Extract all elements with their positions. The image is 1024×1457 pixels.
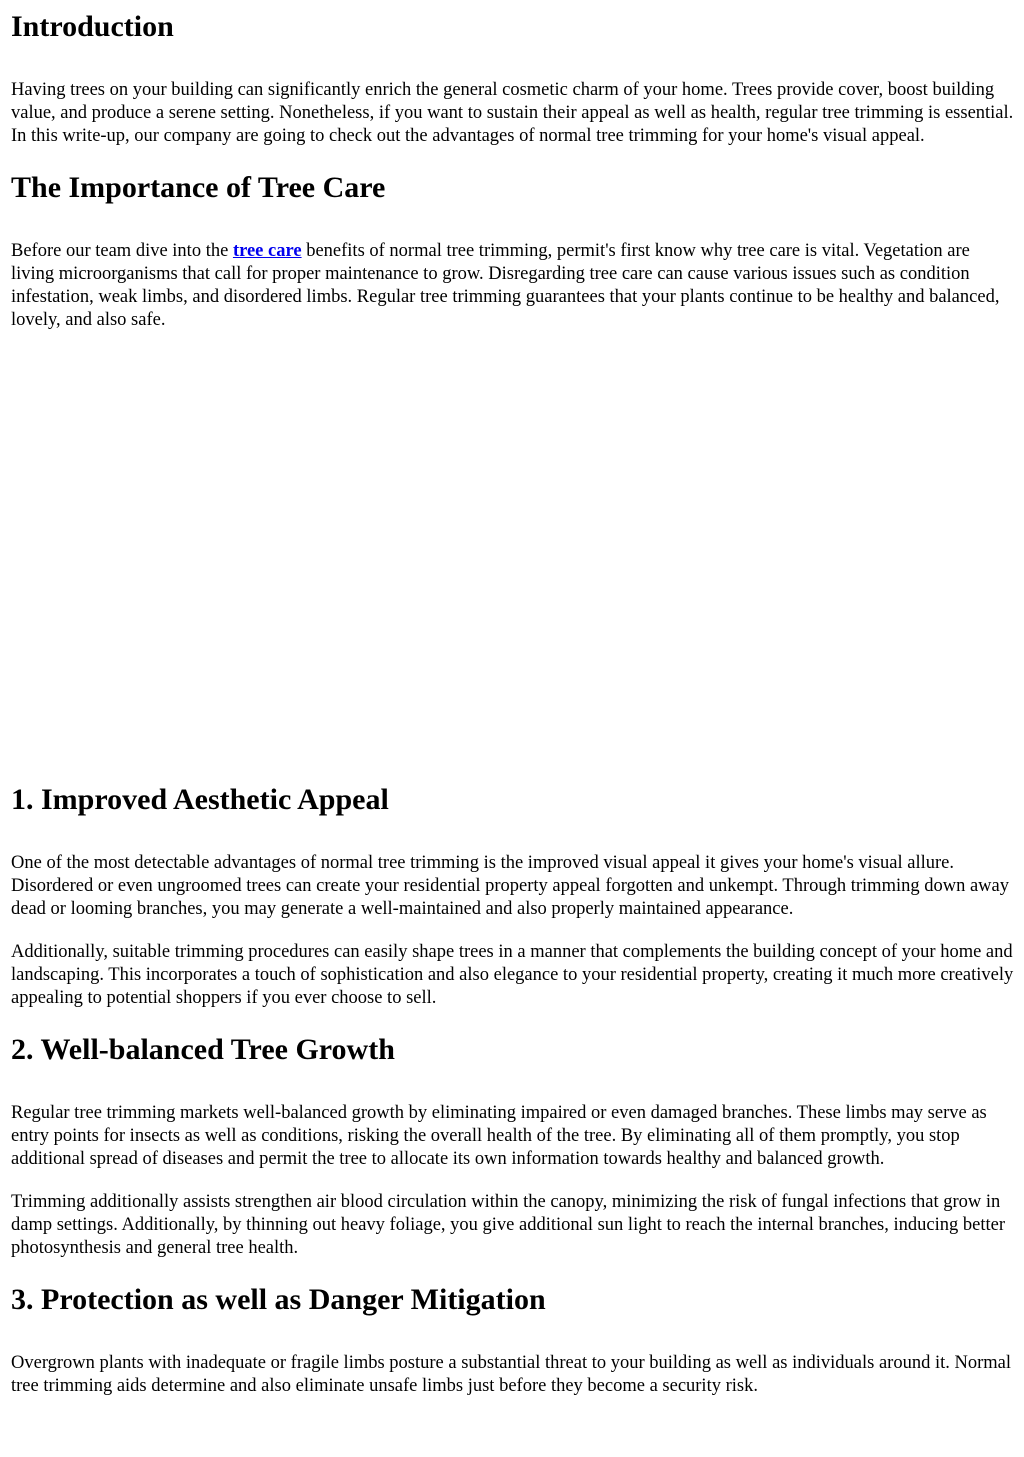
intro-paragraph: Having trees on your building can significantly enrich the general cosmetic charm of your home. Trees provide cover, boost building value, and produce a serene setting. Nonetheless, if you want to sustain their appeal as well as health, regular tree trimming is essential. In this write-up, our company are going to check out the advantages of normal tree trimming for your home's visual appeal. (11, 80, 1014, 146)
intro-heading: Introduction (11, 10, 174, 43)
section1-paragraph-2: Additionally, suitable trimming procedures can easily shape trees in a manner that complements the building concept of your home and landscaping. This incorporates a touch of sophistication and also elegance to your residential property, creating it much more creatively appealing to potential shoppers if you ever choose to sell. (11, 942, 1014, 1008)
article (0, 9, 1024, 1398)
section2-heading: 2. Well-balanced Tree Growth (11, 1033, 395, 1066)
tree-care-link[interactable]: tree care (232, 241, 302, 261)
importance-paragraph (11, 240, 1014, 332)
importance-text-after-link: benefits of normal tree trimming, permit's first know why tree care is vital. Vegetation are living microorganisms that call for proper maintenance to grow. Disregarding tree care can cause various issues such as condition infestation, weak limbs, and disordered limbs. Regular tree trimming guarantees that your plants continue to be healthy and balanced, lovely, and also safe. (11, 241, 1000, 330)
section3-heading: 3. Protection as well as Danger Mitigation (11, 1283, 546, 1316)
section2-paragraph-1: Regular tree trimming markets well-balanced growth by eliminating impaired or even damaged branches. These limbs may serve as entry points for insects as well as conditions, risking the overall health of the tree. By eliminating all of them promptly, you stop additional spread of diseases and permit the tree to allocate its own information towards healthy and balanced growth. (11, 1103, 987, 1169)
section1-heading: 1. Improved Aesthetic Appeal (11, 783, 389, 816)
section1-paragraph-1: One of the most detectable advantages of normal tree trimming is the improved visual appeal it gives your home's visual allure. Disordered or even ungroomed trees can create your residential property appeal forgotten and unkempt. Through trimming down away dead or looming branches, you may generate a well-maintained and also properly maintained appearance. (11, 853, 1009, 919)
section2-paragraph-2: Trimming additionally assists strengthen air blood circulation within the canopy, minimizing the risk of fungal infections that grow in damp settings. Additionally, by thinning out heavy foliage, you give additional sun light to reach the internal branches, inducing better photosynthesis and general tree health. (11, 1192, 1005, 1258)
embedded-media-area (11, 332, 1014, 766)
importance-text-before-link: Before our team dive into the (11, 241, 233, 261)
section3-paragraph-1: Overgrown plants with inadequate or fragile limbs posture a substantial threat to your building as well as individuals around it. Normal tree trimming aids determine and also eliminate unsafe limbs just before they become a security risk. (11, 1353, 1011, 1396)
importance-heading: The Importance of Tree Care (11, 171, 386, 204)
